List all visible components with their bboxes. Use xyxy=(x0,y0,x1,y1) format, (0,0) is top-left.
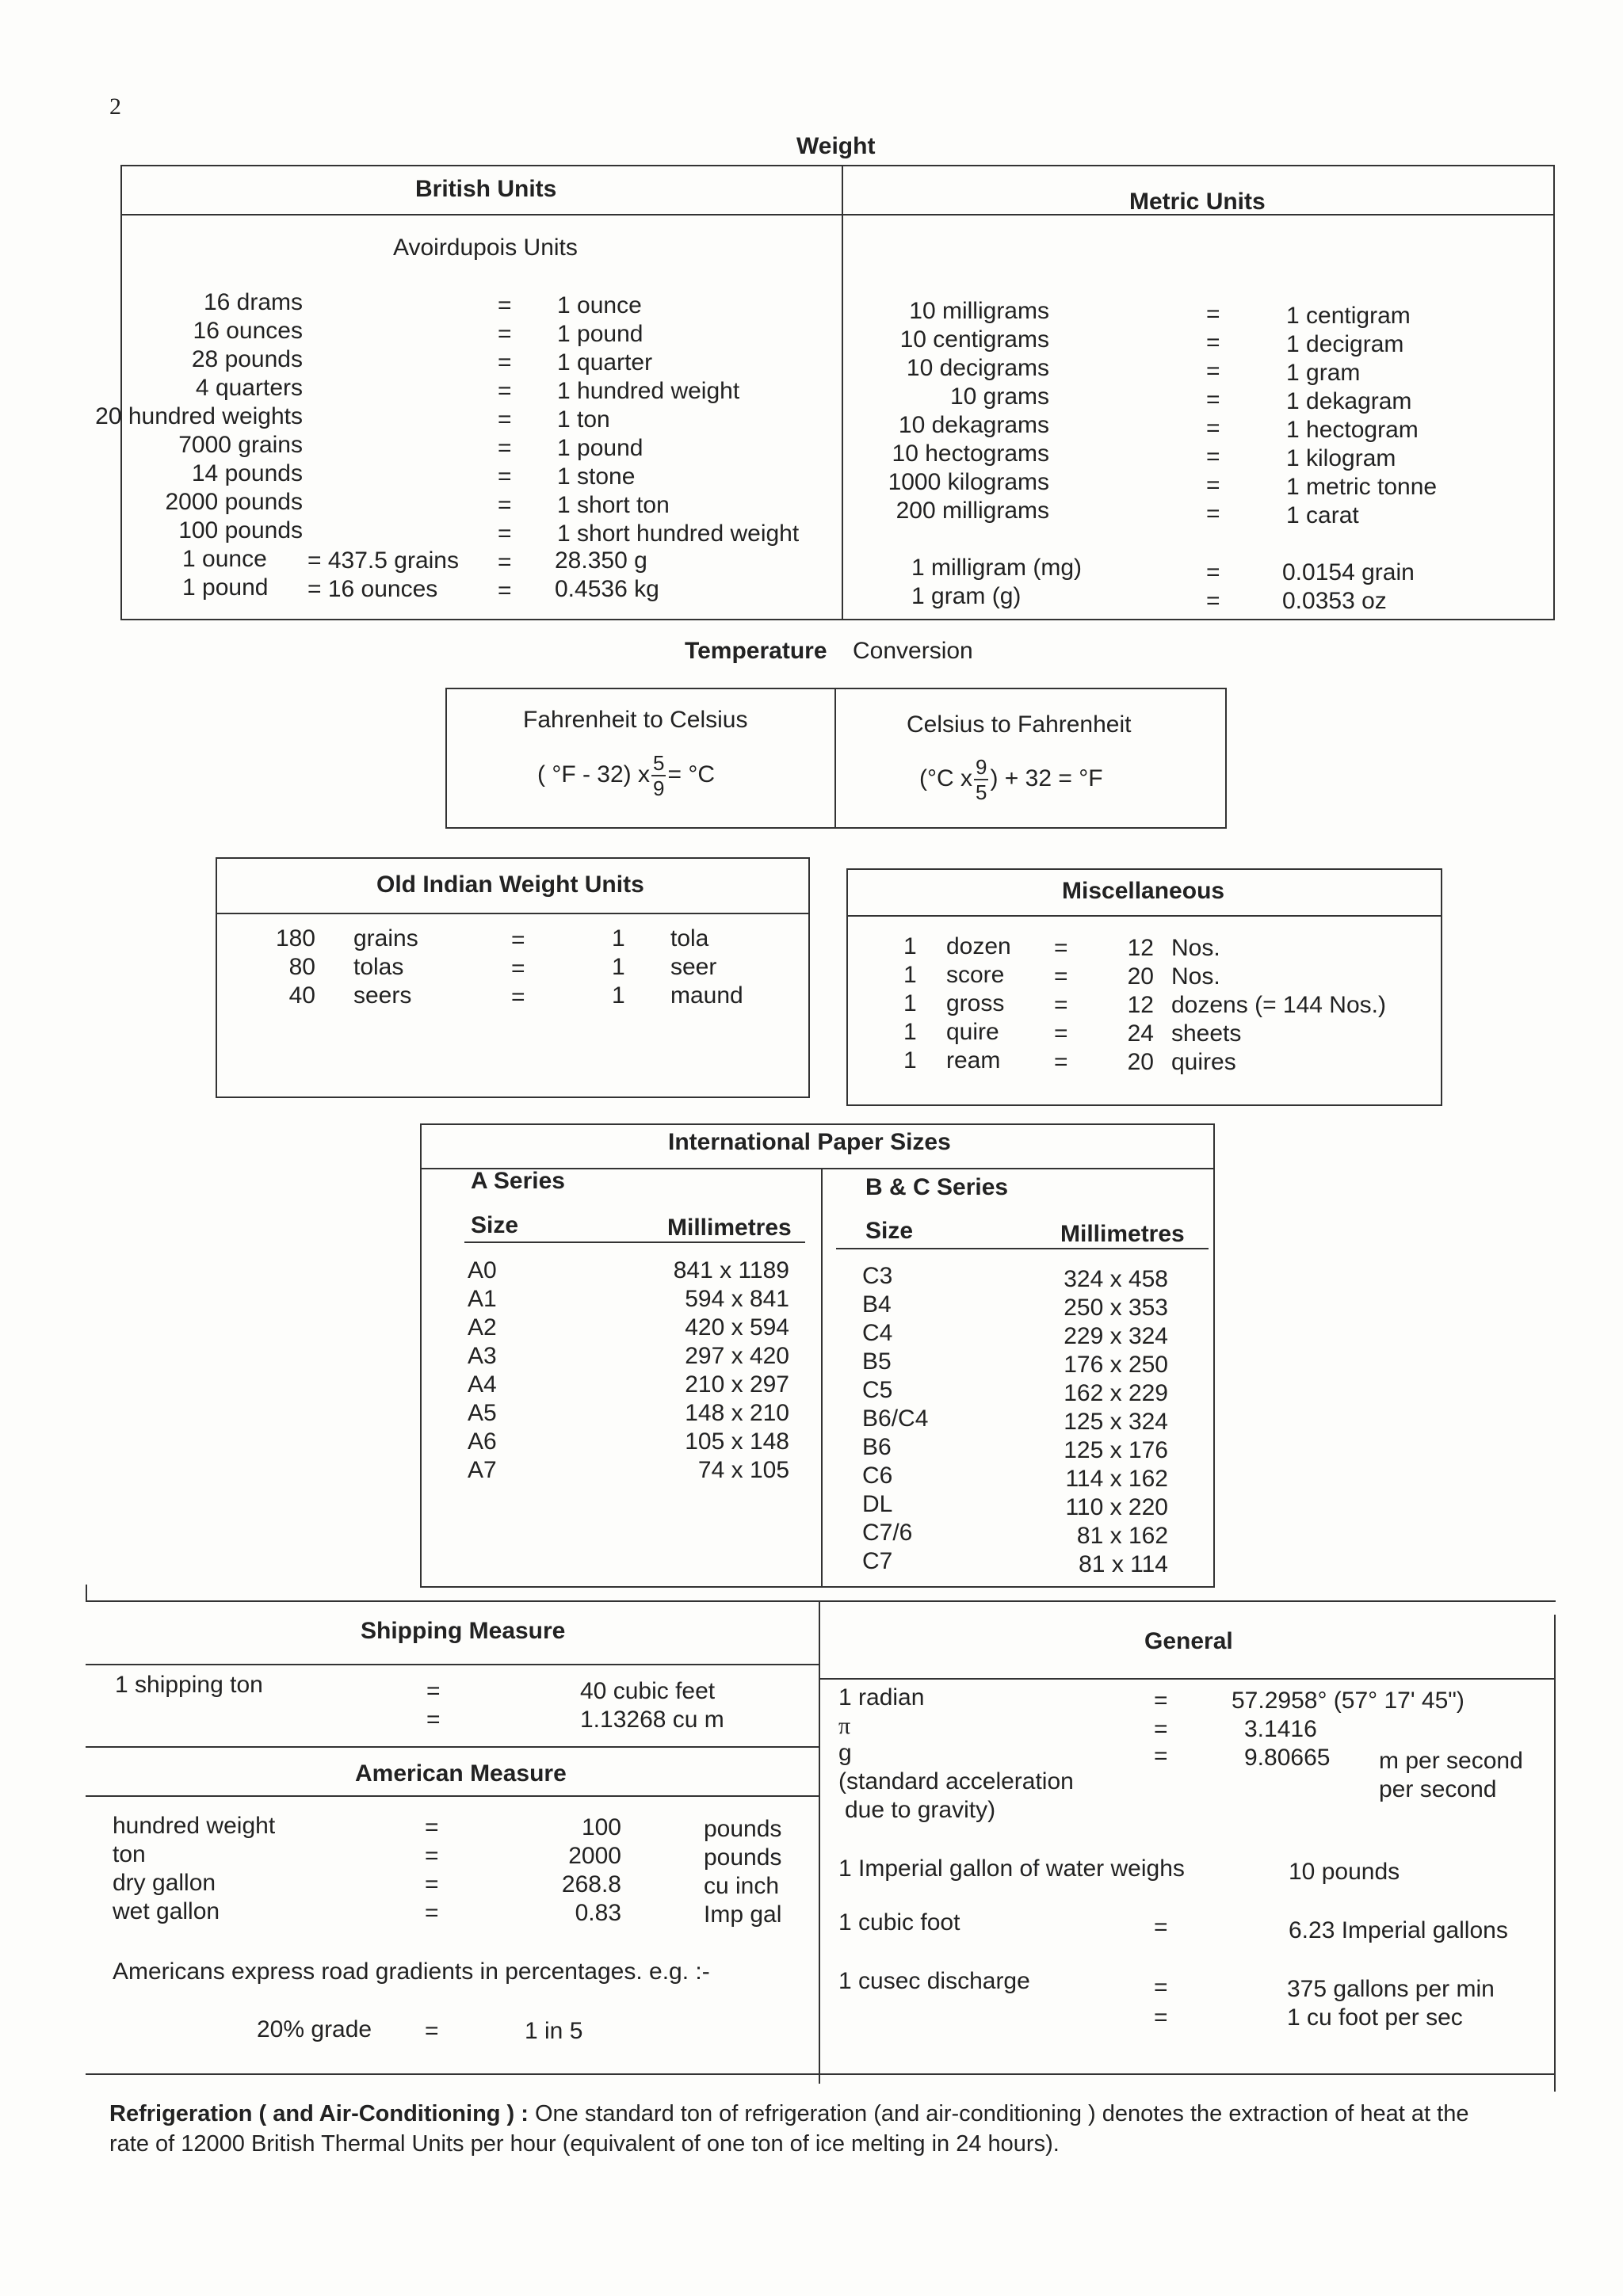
old-indian-num: 180 xyxy=(275,925,315,952)
metric-row-eq: = xyxy=(1206,358,1220,384)
british-extra-right: 28.350 g xyxy=(555,547,647,574)
g-left: g xyxy=(838,1740,852,1766)
british-row-left: 16 ounces xyxy=(193,318,303,344)
metric-extra-right: 0.0353 oz xyxy=(1282,588,1387,614)
metric-row-eq: = xyxy=(1206,415,1220,441)
british-extra-eq: = xyxy=(498,578,512,604)
american-title: American Measure xyxy=(355,1760,567,1787)
grade-eq: = xyxy=(425,2018,439,2044)
g-desc2: due to gravity) xyxy=(845,1797,996,1823)
cusec-right2: 1 cu foot per sec xyxy=(1287,2004,1463,2031)
gallon-right: 10 pounds xyxy=(1289,1859,1400,1885)
cusec-eq1: = xyxy=(1154,1974,1168,2000)
american-eq: = xyxy=(425,1843,439,1869)
british-row-eq: = xyxy=(498,349,512,376)
misc-word: sheets xyxy=(1171,1020,1242,1047)
bc-size: C5 xyxy=(862,1377,893,1403)
bc-size: C3 xyxy=(862,1263,893,1289)
temperature-title: Temperature xyxy=(685,638,827,664)
old-indian-word: seer xyxy=(670,954,717,980)
bc-mm: 125 x 324 xyxy=(1064,1409,1168,1435)
c-to-f-title: Celsius to Fahrenheit xyxy=(907,711,1132,738)
american-val: 100 xyxy=(581,1814,621,1840)
metric-row-right: 1 kilogram xyxy=(1286,445,1396,471)
american-eq: = xyxy=(425,1814,439,1840)
cubic-left: 1 cubic foot xyxy=(838,1909,960,1936)
gallon-left: 1 Imperial gallon of water weighs xyxy=(838,1855,1185,1882)
british-row-eq: = xyxy=(498,378,512,404)
cusec-left: 1 cusec discharge xyxy=(838,1968,1030,1994)
bc-size: B6 xyxy=(862,1434,892,1460)
misc-num: 1 xyxy=(903,990,917,1016)
misc-title: Miscellaneous xyxy=(1062,878,1225,904)
general-title: General xyxy=(1144,1628,1233,1654)
a-size: A7 xyxy=(468,1457,497,1483)
bc-mm: 81 x 162 xyxy=(1076,1523,1168,1549)
c-to-f-formula: (°C x $\frac{9}{5}$ ) + 32 = °F xyxy=(919,755,1103,804)
bc-mm: 324 x 458 xyxy=(1064,1266,1168,1292)
a-size: A3 xyxy=(468,1343,497,1369)
metric-row-eq: = xyxy=(1206,444,1220,470)
british-extra-right: 0.4536 kg xyxy=(555,576,659,602)
metric-row-eq: = xyxy=(1206,387,1220,413)
a-mm: 148 x 210 xyxy=(685,1400,789,1426)
british-row-eq: = xyxy=(498,435,512,461)
bc-mm: 81 x 114 xyxy=(1079,1551,1168,1577)
metric-row-eq: = xyxy=(1206,501,1220,527)
misc-val: 20 xyxy=(1127,1049,1154,1075)
misc-unit: dozen xyxy=(946,933,1011,959)
refrigeration-line2: rate of 12000 British Thermal Units per hour (equivalent of one ton of ice melting in 24 hours). xyxy=(109,2131,1060,2157)
british-row-left: 4 quarters xyxy=(195,375,303,401)
misc-val: 20 xyxy=(1127,963,1154,990)
british-row-eq: = xyxy=(498,463,512,490)
misc-num: 1 xyxy=(903,933,917,959)
avoirdupois-header: Avoirdupois Units xyxy=(393,235,578,261)
g-desc1: (standard acceleration xyxy=(838,1768,1074,1794)
metric-row-right: 1 centigram xyxy=(1286,303,1411,329)
a-series-header: A Series xyxy=(471,1168,565,1194)
misc-val: 12 xyxy=(1127,935,1154,961)
old-indian-val: 1 xyxy=(612,982,625,1009)
grade-left: 20% grade xyxy=(257,2016,372,2042)
pi-right: 3.1416 xyxy=(1244,1716,1317,1742)
british-row-eq: = xyxy=(498,406,512,433)
american-unit: pounds xyxy=(704,1816,782,1842)
misc-unit: gross xyxy=(946,990,1005,1016)
g-unit2: per second xyxy=(1379,1776,1497,1802)
f-to-c-title: Fahrenheit to Celsius xyxy=(523,707,748,733)
bc-size: DL xyxy=(862,1491,893,1517)
american-left: hundred weight xyxy=(113,1813,276,1839)
british-row-left: 20 hundred weights xyxy=(95,403,303,429)
british-extra-mid: = 16 ounces xyxy=(307,576,438,602)
british-row-eq: = xyxy=(498,492,512,518)
a-size: A2 xyxy=(468,1314,497,1341)
misc-unit: quire xyxy=(946,1019,999,1045)
british-row-left: 7000 grains xyxy=(178,432,303,458)
misc-eq: = xyxy=(1054,992,1068,1018)
g-unit1: m per second xyxy=(1379,1748,1523,1774)
bc-size: C4 xyxy=(862,1320,893,1346)
a-mm: 105 x 148 xyxy=(685,1428,789,1455)
american-left: dry gallon xyxy=(113,1870,216,1896)
metric-row-left: 10 hectograms xyxy=(892,441,1049,467)
bc-mm: 250 x 353 xyxy=(1064,1295,1168,1321)
pi-eq: = xyxy=(1154,1716,1168,1742)
metric-extra-eq: = xyxy=(1206,588,1220,614)
shipping-right: 1.13268 cu m xyxy=(580,1707,724,1733)
american-left: ton xyxy=(113,1841,146,1867)
conversion-title: Conversion xyxy=(853,638,973,664)
page-number: 2 xyxy=(109,93,121,120)
metric-extra-eq: = xyxy=(1206,559,1220,585)
metric-row-right: 1 gram xyxy=(1286,360,1361,386)
a-size: A0 xyxy=(468,1257,497,1283)
metric-row-right: 1 metric tonne xyxy=(1286,474,1438,500)
misc-num: 1 xyxy=(903,962,917,988)
american-left: wet gallon xyxy=(113,1898,220,1924)
radian-eq: = xyxy=(1154,1688,1168,1714)
old-indian-eq: = xyxy=(511,984,525,1010)
old-indian-eq: = xyxy=(511,927,525,953)
british-row-right: 1 short ton xyxy=(557,492,670,518)
shipping-right: 40 cubic feet xyxy=(580,1678,716,1704)
a-mm: 210 x 297 xyxy=(685,1371,789,1398)
refrigeration-line1 xyxy=(109,2101,1599,2127)
bc-mm: 162 x 229 xyxy=(1064,1380,1168,1406)
refrigeration-text1: One standard ton of refrigeration (and air-conditioning ) denotes the extraction of heat at the xyxy=(528,2101,1469,2126)
pi-left: π xyxy=(838,1713,851,1739)
metric-row-eq: = xyxy=(1206,301,1220,327)
british-row-left: 2000 pounds xyxy=(165,489,303,515)
metric-row-left: 10 milligrams xyxy=(909,298,1049,324)
metric-row-eq: = xyxy=(1206,472,1220,498)
misc-word: Nos. xyxy=(1171,963,1220,990)
a-size-col: Size xyxy=(471,1212,519,1238)
american-val: 0.83 xyxy=(575,1900,621,1926)
a-mm: 420 x 594 xyxy=(685,1314,789,1341)
a-mm: 74 x 105 xyxy=(697,1457,789,1483)
british-row-right: 1 quarter xyxy=(557,349,653,376)
metric-row-eq: = xyxy=(1206,330,1220,356)
american-unit: pounds xyxy=(704,1844,782,1871)
metric-extra-right: 0.0154 grain xyxy=(1282,559,1415,585)
american-eq: = xyxy=(425,1871,439,1897)
metric-row-right: 1 dekagram xyxy=(1286,388,1412,414)
misc-eq: = xyxy=(1054,935,1068,961)
radian-right: 57.2958° (57° 17' 45") xyxy=(1232,1688,1465,1714)
bc-size: B5 xyxy=(862,1348,892,1375)
cubic-eq: = xyxy=(1154,1914,1168,1940)
british-row-right: 1 ton xyxy=(557,406,610,433)
old-indian-word: tola xyxy=(670,925,709,952)
american-note: Americans express road gradients in percentages. e.g. :- xyxy=(113,1958,710,1985)
misc-unit: ream xyxy=(946,1047,1001,1074)
bc-mm: 110 x 220 xyxy=(1065,1494,1168,1520)
old-indian-val: 1 xyxy=(612,954,625,980)
metric-row-right: 1 hectogram xyxy=(1286,417,1419,443)
shipping-eq: = xyxy=(426,1707,441,1733)
old-indian-title: Old Indian Weight Units xyxy=(376,871,644,898)
british-row-right: 1 hundred weight xyxy=(557,378,740,404)
shipping-left: 1 shipping ton xyxy=(115,1672,263,1698)
a-size: A5 xyxy=(468,1400,497,1426)
f-to-c-formula: ( °F - 32) x $\frac{5}{9}$ = °C xyxy=(537,751,716,800)
british-row-right: 1 pound xyxy=(557,435,643,461)
radian-left: 1 radian xyxy=(838,1684,925,1711)
bc-mm-col: Millimetres xyxy=(1060,1221,1185,1247)
metric-row-left: 10 decigrams xyxy=(906,355,1049,381)
metric-extra-left: 1 gram (g) xyxy=(911,583,1022,609)
a-mm-col: Millimetres xyxy=(667,1215,792,1241)
bc-mm: 176 x 250 xyxy=(1064,1352,1168,1378)
old-indian-unit: seers xyxy=(353,982,412,1009)
old-indian-unit: tolas xyxy=(353,954,404,980)
metric-row-left: 1000 kilograms xyxy=(888,469,1049,495)
misc-unit: score xyxy=(946,962,1005,988)
misc-val: 12 xyxy=(1127,992,1154,1018)
metric-row-left: 10 dekagrams xyxy=(898,412,1049,438)
bc-mm: 114 x 162 xyxy=(1065,1466,1168,1492)
misc-eq: = xyxy=(1054,1020,1068,1047)
british-row-right: 1 stone xyxy=(557,463,636,490)
a-mm: 297 x 420 xyxy=(685,1343,789,1369)
g-right: 9.80665 xyxy=(1244,1745,1331,1771)
bc-mm: 229 x 324 xyxy=(1064,1323,1168,1349)
american-unit: Imp gal xyxy=(704,1901,782,1928)
british-extra-eq: = xyxy=(498,549,512,575)
british-units-header: British Units xyxy=(415,176,557,202)
shipping-eq: = xyxy=(426,1678,441,1704)
misc-word: quires xyxy=(1171,1049,1236,1075)
old-indian-val: 1 xyxy=(612,925,625,952)
cubic-right: 6.23 Imperial gallons xyxy=(1289,1917,1508,1943)
a-mm: 841 x 1189 xyxy=(673,1257,789,1283)
british-row-eq: = xyxy=(498,521,512,547)
british-row-left: 100 pounds xyxy=(178,517,303,543)
old-indian-unit: grains xyxy=(353,925,418,952)
metric-units-header: Metric Units xyxy=(1129,189,1266,215)
bc-size-col: Size xyxy=(865,1218,914,1244)
bc-size: C7/6 xyxy=(862,1520,913,1546)
old-indian-eq: = xyxy=(511,955,525,982)
british-row-left: 16 drams xyxy=(203,289,303,315)
british-row-left: 28 pounds xyxy=(191,346,303,372)
bc-size: C6 xyxy=(862,1463,893,1489)
cusec-eq2: = xyxy=(1154,2004,1168,2031)
bc-series-header: B & C Series xyxy=(865,1174,1009,1200)
old-indian-num: 40 xyxy=(288,982,315,1009)
old-indian-num: 80 xyxy=(288,954,315,980)
metric-row-left: 10 centigrams xyxy=(899,326,1049,353)
british-row-right: 1 short hundred weight xyxy=(557,521,800,547)
metric-row-right: 1 carat xyxy=(1286,502,1359,528)
a-size: A1 xyxy=(468,1286,497,1312)
misc-eq: = xyxy=(1054,1049,1068,1075)
british-row-eq: = xyxy=(498,321,512,347)
grade-right: 1 in 5 xyxy=(525,2018,583,2044)
american-val: 268.8 xyxy=(561,1871,621,1897)
metric-row-left: 10 grams xyxy=(949,383,1049,410)
bc-size: B4 xyxy=(862,1291,892,1318)
american-eq: = xyxy=(425,1900,439,1926)
metric-extra-left: 1 milligram (mg) xyxy=(911,555,1083,581)
metric-row-right: 1 decigram xyxy=(1286,331,1404,357)
misc-num: 1 xyxy=(903,1047,917,1074)
misc-num: 1 xyxy=(903,1019,917,1045)
misc-word: Nos. xyxy=(1171,935,1220,961)
british-row-eq: = xyxy=(498,292,512,318)
american-val: 2000 xyxy=(568,1843,621,1869)
metric-row-left: 200 milligrams xyxy=(896,498,1049,524)
a-mm: 594 x 841 xyxy=(685,1286,789,1312)
old-indian-word: maund xyxy=(670,982,743,1009)
american-unit: cu inch xyxy=(704,1873,780,1899)
british-row-right: 1 pound xyxy=(557,321,643,347)
british-extra-mid: = 437.5 grains xyxy=(307,547,459,574)
british-row-right: 1 ounce xyxy=(557,292,642,318)
g-eq: = xyxy=(1154,1743,1168,1769)
cusec-right1: 375 gallons per min xyxy=(1287,1976,1495,2002)
refrigeration-label: Refrigeration ( and Air-Conditioning ) : xyxy=(109,2101,529,2126)
bc-mm: 125 x 176 xyxy=(1064,1437,1168,1463)
weight-title: Weight xyxy=(796,133,876,159)
a-size: A4 xyxy=(468,1371,497,1398)
misc-word: dozens (= 144 Nos.) xyxy=(1171,992,1386,1018)
bc-size: C7 xyxy=(862,1548,893,1574)
misc-val: 24 xyxy=(1127,1020,1154,1047)
bc-size: B6/C4 xyxy=(862,1405,929,1432)
paper-title: International Paper Sizes xyxy=(668,1129,951,1155)
british-extra-left: 1 pound xyxy=(182,574,269,601)
british-extra-left: 1 ounce xyxy=(182,546,267,572)
misc-eq: = xyxy=(1054,963,1068,990)
a-size: A6 xyxy=(468,1428,497,1455)
shipping-title: Shipping Measure xyxy=(361,1618,566,1644)
british-row-left: 14 pounds xyxy=(191,460,303,486)
